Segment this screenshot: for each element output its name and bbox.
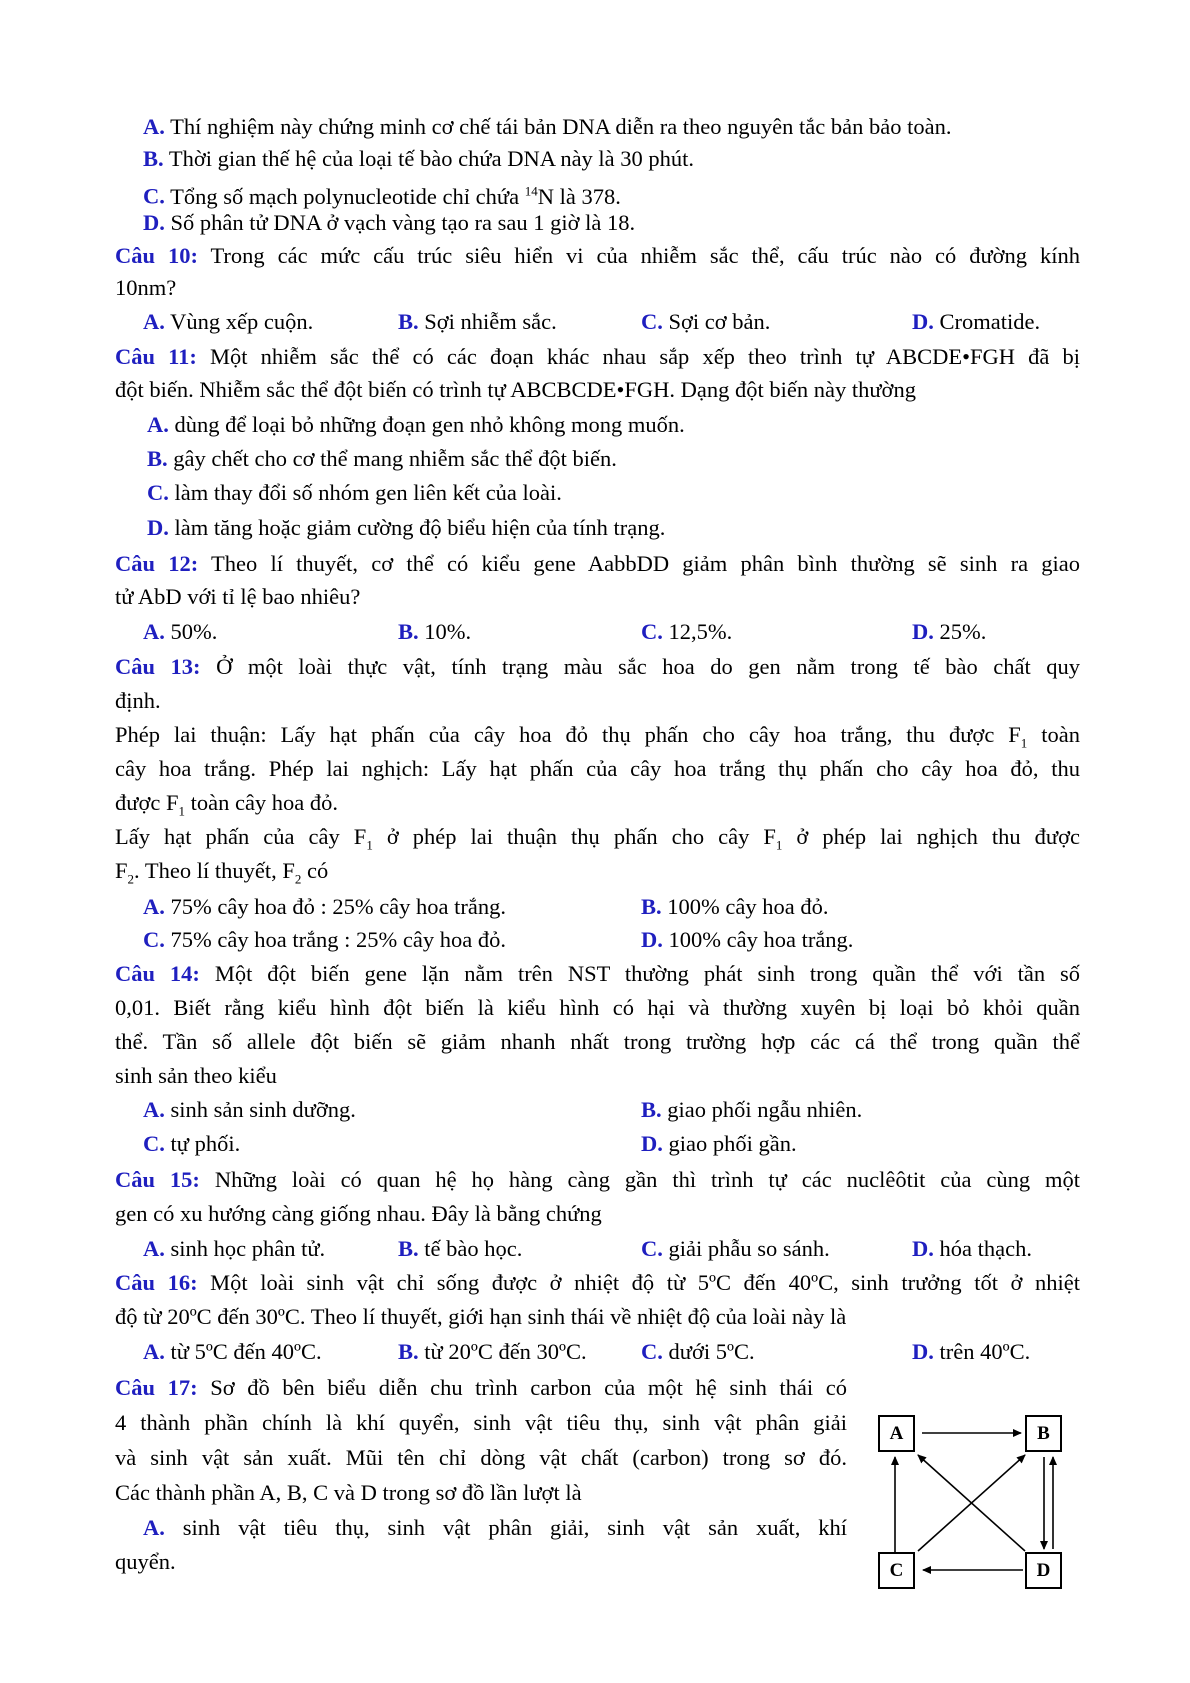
q13-stem-line4: cây hoa trắng. Phép lai nghịch: Lấy hạt phấn của cây hoa trắng thụ phấn cho cây hoa đỏ, thu [115,756,1080,781]
node-b: B [1025,1415,1062,1452]
q14-option-b: B. giao phối ngẫu nhiên. [641,1097,863,1122]
q13-option-d: D. 100% cây hoa trắng. [641,927,854,952]
q9-option-d [143,208,635,238]
q16-option-a: A. từ 5ºC đến 40ºC. [143,1339,322,1364]
q13-stem-line3: Phép lai thuận: Lấy hạt phấn của cây hoa đỏ thụ phấn cho cây hoa trắng, thu được $F_1$ toàn [115,722,1080,751]
option-letter: C. [143,183,165,209]
option-text: Thí nghiệm này chứng minh cơ chế tái bản DNA diễn ra theo nguyên tắc bản bảo toàn. [170,114,952,139]
q14-option-d: D. giao phối gần. [641,1131,797,1156]
q13-option-b: B. 100% cây hoa đỏ. [641,894,829,919]
question-label: Câu 14: [115,961,200,986]
question-label: Câu 13: [115,654,201,679]
q11-option-c: C. làm thay đổi số nhóm gen liên kết của loài. [147,480,562,505]
q14-stem-line2: 0,01. Biết rằng kiểu hình đột biến là kiểu hình có hại và thường xuyên bị loại bỏ khỏi quần [115,995,1080,1020]
q17-option-a-line2: quyển. [115,1549,176,1574]
q17-stem-line3: và sinh vật sản xuất. Mũi tên chỉ dòng vật chất (carbon) trong sơ đó. [115,1445,847,1470]
q9-option-b [143,144,694,174]
q13-stem-line5: được $F_1$ toàn cây hoa đỏ. [115,790,339,819]
node-c: C [878,1552,915,1589]
q17-stem-line1: Câu 17: Sơ đồ bên biểu diễn chu trình carbon của một hệ sinh thái có [115,1375,847,1400]
question-label: Câu 15: [115,1167,200,1192]
q13-stem-line2: định. [115,688,161,713]
q15-option-a: A. sinh học phân tử. [143,1236,326,1261]
q12-option-b: B. 10%. [398,619,472,644]
q16-option-d: D. trên 40ºC. [912,1339,1031,1364]
question-label: Câu 16: [115,1270,198,1295]
q17-option-a-line1: A. sinh vật tiêu thụ, sinh vật phân giải, sinh vật sản xuất, khí [143,1515,848,1540]
node-a: A [878,1415,915,1452]
option-text: Tổng số mạch polynucleotide chỉ chứa $^{14}$N là 378. [170,183,621,209]
q14-stem-line1: Câu 14: Một đột biến gene lặn nằm trên NST thường phát sinh trong quần thể với tần số [115,961,1080,986]
q14-option-c: C. tự phối. [143,1131,241,1156]
q11-option-a: A. dùng để loại bỏ những đoạn gen nhỏ không mong muốn. [147,412,685,437]
q12-stem-line1: Câu 12: Theo lí thuyết, cơ thể có kiểu gene AabbDD giảm phân bình thường sẽ sinh ra giao [115,551,1081,576]
q10-option-b: B. Sợi nhiễm sắc. [398,309,557,334]
q15-stem-line1: Câu 15: Những loài có quan hệ họ hàng càng gần thì trình tự các nuclêôtit của cùng một [115,1167,1080,1192]
q13-stem-line7: $F_2$. Theo lí thuyết, $F_2$ có [115,858,329,887]
q16-option-b: B. từ 20ºC đến 30ºC. [398,1339,587,1364]
q14-stem-line3: thể. Tần số allele đột biến sẽ giảm nhanh nhất trong trường hợp các cá thể trong quần thể [115,1029,1080,1054]
q15-option-b: B. tế bào học. [398,1236,523,1261]
question-label: Câu 12: [115,551,199,576]
q10-option-a: A. Vùng xếp cuộn. [143,309,314,334]
q10-option-d: D. Cromatide. [912,309,1041,334]
q17-stem-line4: Các thành phần A, B, C và D trong sơ đồ lần lượt là [115,1480,582,1505]
q17-stem-line2: 4 thành phần chính là khí quyển, sinh vật tiêu thụ, sinh vật phân giải [115,1410,847,1435]
q13-option-c: C. 75% cây hoa trắng : 25% cây hoa đỏ. [143,927,507,952]
q12-stem-line2: tử AbD với tỉ lệ bao nhiêu? [115,584,361,609]
question-label: Câu 11: [115,344,197,369]
node-d: D [1025,1552,1062,1589]
question-label: Câu 17: [115,1375,198,1400]
option-letter: B. [143,146,164,171]
q15-option-d: D. hóa thạch. [912,1236,1032,1261]
q16-stem-line2: độ từ 20ºC đến 30ºC. Theo lí thuyết, giới hạn sinh thái về nhiệt độ của loài này là [115,1304,847,1329]
q15-stem-line2: gen có xu hướng càng giống nhau. Đây là bằng chứng [115,1201,602,1226]
carbon-cycle-diagram [878,1415,1078,1605]
q10-stem-line2: 10nm? [115,275,177,300]
q12-option-c: C. 12,5%. [641,619,733,644]
question-label: Câu 10: [115,243,198,268]
q13-stem-line6: Lấy hạt phấn của cây $F_1$ ở phép lai thuận thụ phấn cho cây $F_1$ ở phép lai nghịch thu được [115,824,1080,853]
q9-option-c [143,176,621,212]
q11-option-b: B. gây chết cho cơ thể mang nhiễm sắc thể đột biến. [147,446,617,471]
q13-option-a: A. 75% cây hoa đỏ : 25% cây hoa trắng. [143,894,507,919]
q9-option-a [143,112,951,142]
q14-stem-line4: sinh sản theo kiểu [115,1063,277,1088]
option-text: Thời gian thế hệ của loại tế bào chứa DNA này là 30 phút. [168,146,695,171]
q12-option-a: A. 50%. [143,619,218,644]
q10-stem-line1: Câu 10: Trong các mức cấu trúc siêu hiển vi của nhiễm sắc thể, cấu trúc nào có đường kính [115,243,1080,268]
q11-stem-line2: đột biến. Nhiễm sắc thể đột biến có trình tự ABCBCDE•FGH. Dạng đột biến này thường [115,377,916,402]
q16-option-c: C. dưới 5ºC. [641,1339,755,1364]
option-text: Số phân tử DNA ở vạch vàng tạo ra sau 1 giờ là 18. [170,210,636,235]
q12-option-d: D. 25%. [912,619,987,644]
q10-option-c: C. Sợi cơ bản. [641,309,771,334]
q15-option-c: C. giải phẫu so sánh. [641,1236,830,1261]
option-letter: D. [143,210,165,235]
q16-stem-line1: Câu 16: Một loài sinh vật chỉ sống được ở nhiệt độ từ 5ºC đến 40ºC, sinh trưởng tốt ở nhiệt [115,1270,1081,1295]
q11-option-d: D. làm tăng hoặc giảm cường độ biểu hiện của tính trạng. [147,515,666,540]
q13-stem-line1: Câu 13: Ở một loài thực vật, tính trạng màu sắc hoa do gen nằm trong tế bào chất quy [115,654,1081,679]
q11-stem-line1: Câu 11: Một nhiễm sắc thể có các đoạn khác nhau sắp xếp theo trình tự ABCDE•FGH đã bị [115,344,1081,369]
q14-option-a: A. sinh sản sinh dưỡng. [143,1097,356,1122]
option-letter: A. [143,114,165,139]
